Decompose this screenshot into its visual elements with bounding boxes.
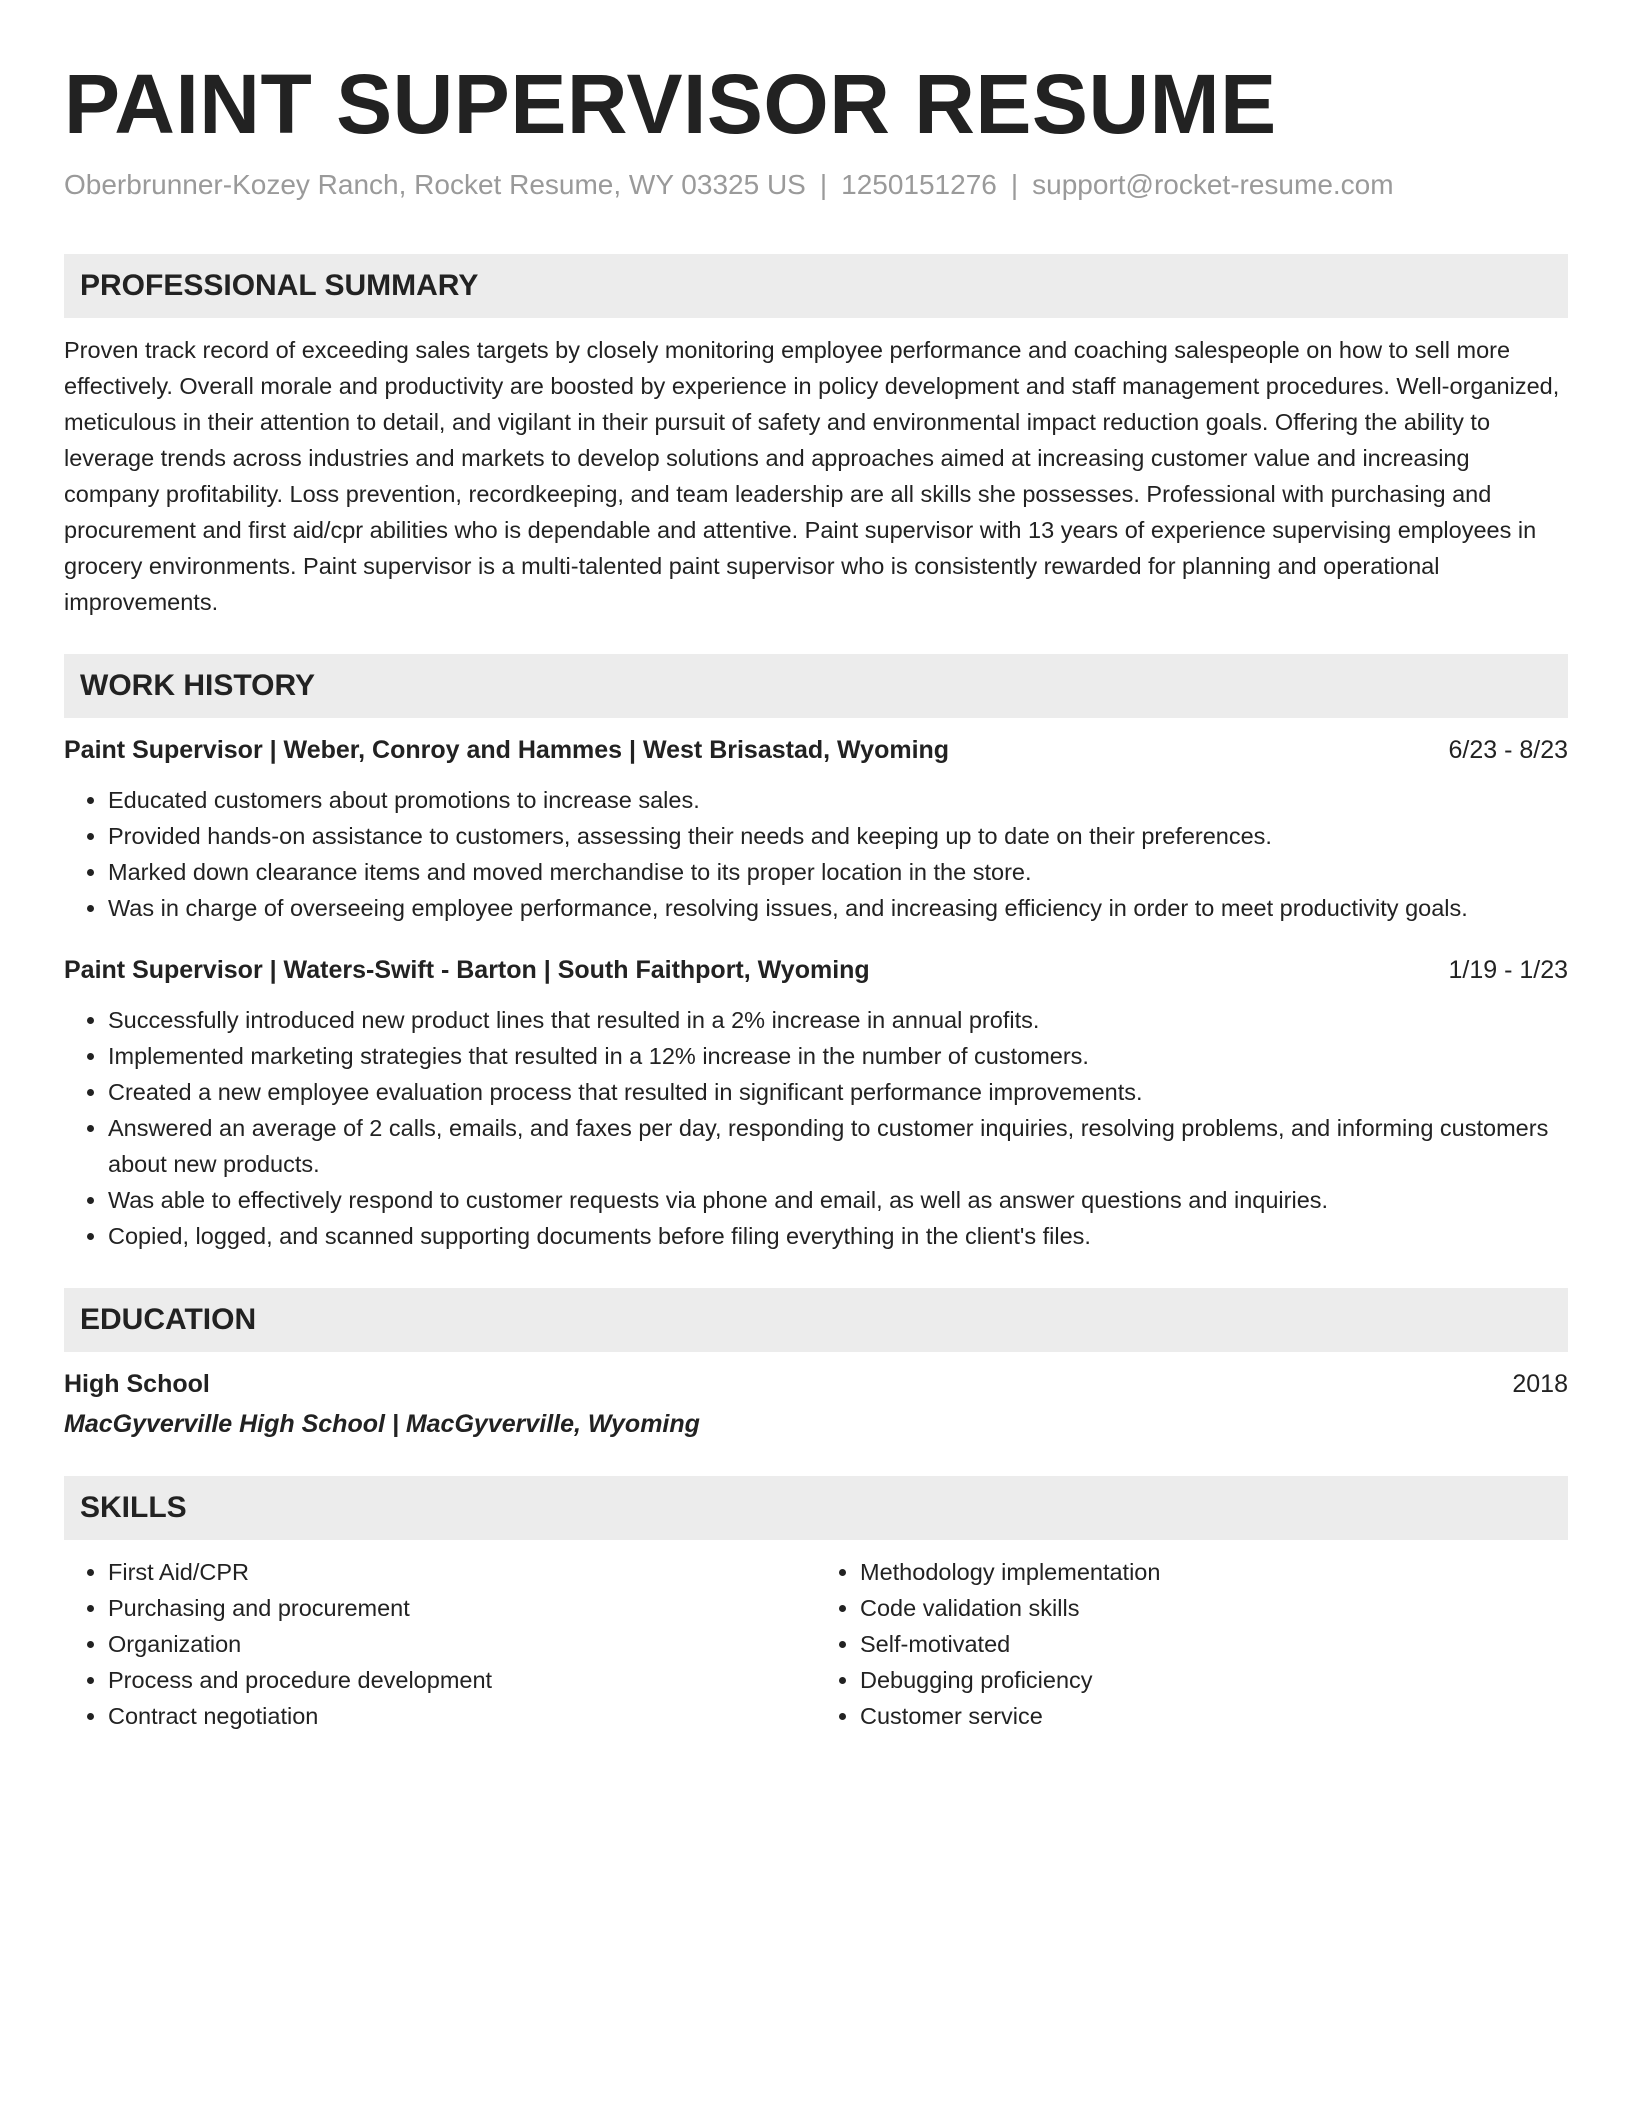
job-entry <box>64 732 1568 926</box>
job-entry <box>64 952 1568 1254</box>
education-entry <box>64 1366 1568 1442</box>
job-header <box>64 732 1568 768</box>
skill-item: • First Aid/CPR <box>108 1554 816 1590</box>
resume-title: PAINT SUPERVISOR RESUME <box>64 57 1277 151</box>
education-year: 2018 <box>1512 1370 1568 1398</box>
skill-item: • Methodology implementation <box>860 1554 1568 1590</box>
section-header-skills: SKILLS <box>64 1476 1568 1540</box>
job-bullet: • Copied, logged, and scanned supporting documents before filing everything in the client's files. <box>108 1218 1568 1254</box>
job-bullet: • Marked down clearance items and moved merchandise to its proper location in the store. <box>108 854 1568 890</box>
job-bullet: • Answered an average of 2 calls, emails, and faxes per day, responding to customer inquiries, resolving problems, and informing customers about new products. <box>108 1110 1568 1182</box>
skill-item: • Contract negotiation <box>108 1698 816 1734</box>
job-bullet: • Provided hands-on assistance to customers, assessing their needs and keeping up to date on their preferences. <box>108 818 1568 854</box>
job-bullets <box>64 782 1568 926</box>
job-dates: 6/23 - 8/23 <box>1448 736 1568 764</box>
job-bullet: • Successfully introduced new product lines that resulted in a 2% increase in annual profits. <box>108 1002 1568 1038</box>
job-dates: 1/19 - 1/23 <box>1448 956 1568 984</box>
job-title: Paint Supervisor | Waters-Swift - Barton | South Faithport, Wyoming <box>64 956 870 984</box>
section-header-work-history: WORK HISTORY <box>64 654 1568 718</box>
contact-email: support@rocket-resume.com <box>1032 169 1394 200</box>
skill-item: • Purchasing and procurement <box>108 1590 816 1626</box>
job-bullet: • Implemented marketing strategies that resulted in a 12% increase in the number of customers. <box>108 1038 1568 1074</box>
contact-line <box>64 168 1568 202</box>
skill-item: • Self-motivated <box>860 1626 1568 1662</box>
skills-columns <box>64 1554 1568 1734</box>
skill-item: • Customer service <box>860 1698 1568 1734</box>
education-degree: High School <box>64 1370 210 1398</box>
skill-item: • Organization <box>108 1626 816 1662</box>
education-header <box>64 1366 1568 1402</box>
section-header-summary: PROFESSIONAL SUMMARY <box>64 254 1568 318</box>
contact-separator: | <box>819 169 828 200</box>
contact-address: Oberbrunner-Kozey Ranch, Rocket Resume, WY 03325 US <box>64 169 806 200</box>
skill-item: • Process and procedure development <box>108 1662 816 1698</box>
job-header <box>64 952 1568 988</box>
resume-page <box>64 0 1568 1734</box>
job-bullet: • Created a new employee evaluation process that resulted in significant performance improvements. <box>108 1074 1568 1110</box>
job-bullet: • Was in charge of overseeing employee performance, resolving issues, and increasing efficiency in order to meet productivity goals. <box>108 890 1568 926</box>
skill-item: • Code validation skills <box>860 1590 1568 1626</box>
summary-text: Proven track record of exceeding sales targets by closely monitoring employee performance and coaching salespeople on how to sell more effectively. Overall morale and productivity are boosted by experience in policy development and staff management procedures. Well-organized, meticulous in their attention to detail, and vigilant in their pursuit of safety and environmental impact reduction goals. Offering the ability to leverage trends across industries and markets to develop solutions and approaches aimed at increasing customer value and increasing company profitability. Loss prevention, recordkeeping, and team leadership are all skills she possesses. Professional with purchasing and procurement and first aid/cpr abilities who is dependable and attentive. Paint supervisor with 13 years of experience supervising employees in grocery environments. Paint supervisor is a multi-talented paint supervisor who is consistently rewarded for planning and operational improvements. <box>64 337 1560 615</box>
section-header-education: EDUCATION <box>64 1288 1568 1352</box>
skill-item: • Debugging proficiency <box>860 1662 1568 1698</box>
job-bullets <box>64 1002 1568 1254</box>
education-school: MacGyverville High School | MacGyverville, Wyoming <box>64 1410 700 1438</box>
contact-separator: | <box>1010 169 1019 200</box>
job-title: Paint Supervisor | Weber, Conroy and Hammes | West Brisastad, Wyoming <box>64 736 950 764</box>
contact-phone: 1250151276 <box>841 169 997 200</box>
job-bullet: • Educated customers about promotions to increase sales. <box>108 782 1568 818</box>
skills-list-left <box>64 1554 816 1734</box>
skills-list-right <box>816 1554 1568 1734</box>
job-bullet: • Was able to effectively respond to customer requests via phone and email, as well as answer questions and inquiries. <box>108 1182 1568 1218</box>
